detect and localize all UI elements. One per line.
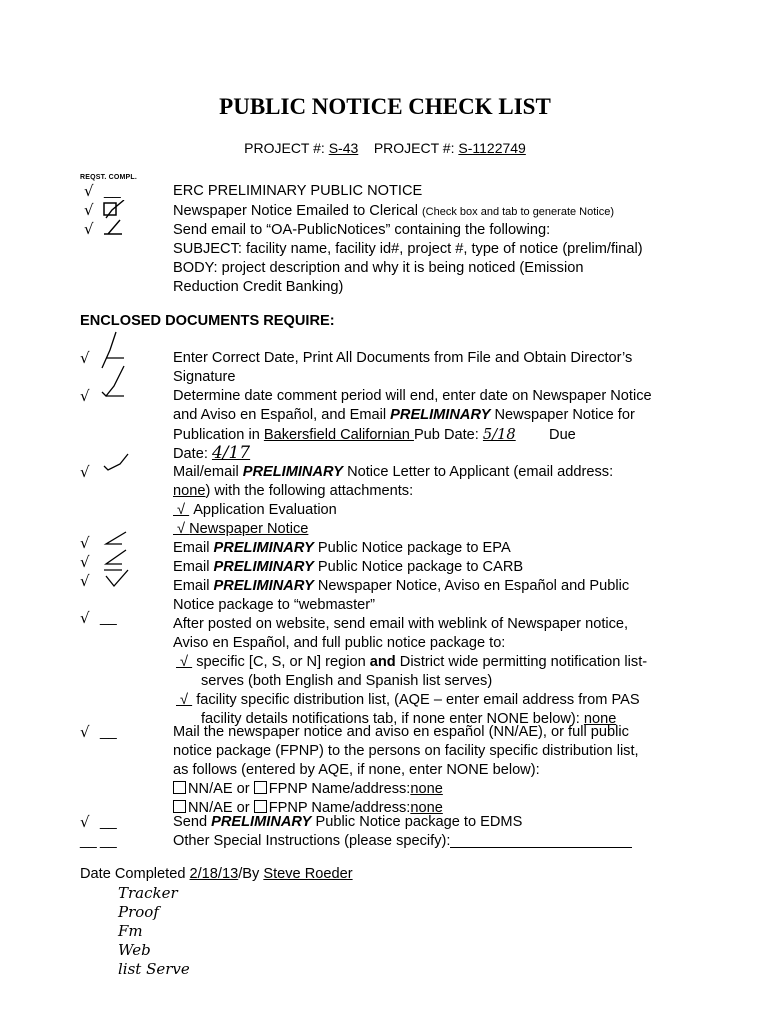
handwritten-notes: [118, 884, 190, 979]
pub-date-handwritten: 5/18: [482, 426, 516, 443]
handwritten-check-icon: [102, 218, 124, 238]
fpnp-checkbox[interactable]: [254, 800, 267, 813]
page-title: PUBLIC NOTICE CHECK LIST: [219, 94, 551, 119]
item-enter-date: Enter Correct Date, Print All Documents from File and Obtain Director’s: [173, 350, 633, 366]
item-erc-title: ERC PRELIMINARY PUBLIC NOTICE: [173, 183, 423, 199]
nnae-checkbox[interactable]: [173, 781, 186, 794]
item-mail-newspaper: Mail the newspaper notice and aviso en español (NN/AE), or full public: [173, 724, 629, 740]
check-mark-icon: √: [80, 723, 90, 741]
item-mail-letter: Mail/email PRELIMINARY Notice Letter to Applicant (email address:: [173, 464, 614, 480]
dash-mark: __: [100, 609, 117, 626]
note-tracker: Tracker: [118, 884, 178, 902]
fpnp-checkbox[interactable]: [254, 781, 267, 794]
check-mark-icon: √: [176, 654, 193, 670]
item-publication: Publication in Bakersfield Californian Pub Date: 5/18 Due: [173, 426, 576, 443]
dash-mark: __: [80, 832, 97, 849]
item-application-evaluation: √ Application Evaluation: [173, 502, 337, 518]
item-webmaster-cont: Notice package to “webmaster”: [173, 597, 375, 613]
item-after-posted-cont: Aviso en Español, and full public notice package to:: [173, 635, 506, 651]
check-mark-icon: √: [80, 349, 90, 367]
item-mail-newspaper-3: as follows (entered by AQE, if none, enter NONE below):: [173, 762, 540, 778]
check-mark-icon: √: [84, 201, 94, 219]
column-headers: REQST. COMPL.: [80, 174, 138, 181]
item-other-instructions: Other Special Instructions (please specify):: [173, 832, 632, 851]
dash-mark: __: [100, 813, 117, 830]
item-nnae-row-1: NN/AE or FPNP Name/address:none: [173, 780, 443, 799]
item-nnae-row-2: NN/AE or FPNP Name/address:none: [173, 799, 443, 818]
project-label-2: PROJECT #:: [373, 140, 455, 156]
project-label-1: PROJECT #:: [244, 140, 325, 156]
item-send-edms: Send PRELIMINARY Public Notice package to EDMS: [173, 814, 523, 830]
instructions-blank-line: [450, 833, 632, 848]
due-date-handwritten: 4/17: [211, 443, 251, 463]
check-mark-icon: √: [84, 182, 94, 200]
svg-text:√: √: [80, 553, 90, 571]
item-email-epa: Email PRELIMINARY Public Notice package to EPA: [173, 540, 511, 556]
dash-mark: __: [100, 723, 117, 740]
item-facility-list: √ facility specific distribution list, (AQE – enter email address from PAS: [176, 692, 640, 708]
note-list-serve: list Serve: [118, 960, 190, 978]
check-mark-icon: √: [80, 387, 90, 405]
note-fm: Fm: [118, 922, 143, 940]
handwritten-checks-icon: [80, 330, 150, 500]
item-mail-newspaper-2: notice package (FPNP) to the persons on facility specific distribution list,: [173, 743, 639, 759]
item-facility-list-cont: facility details notifications tab, if none enter NONE below): none: [201, 711, 617, 727]
item-email-carb: Email PRELIMINARY Public Notice package to CARB: [173, 559, 524, 575]
project-value-2: S-1122749: [458, 140, 526, 156]
note-proof: Proof: [118, 903, 159, 921]
check-mark-icon: √: [176, 692, 193, 708]
item-aviso: and Aviso en Español, and Email PRELIMINARY Newspaper Notice for: [173, 407, 635, 423]
check-mark-icon: √: [84, 220, 94, 238]
check-mark-icon: √: [80, 609, 90, 627]
item-region-list-cont: serves (both English and Spanish list serves): [201, 673, 493, 689]
item-newspaper-clerical: Newspaper Notice Emailed to Clerical (Check box and tab to generate Notice): [173, 203, 615, 219]
svg-text:√: √: [80, 572, 90, 590]
item-send-email: Send email to “OA-PublicNotices” containing the following:: [173, 222, 551, 238]
project-value-1: S-43: [328, 140, 359, 156]
item-body-cont: Reduction Credit Banking): [173, 279, 344, 295]
item-newspaper-notice: √ Newspaper Notice: [173, 521, 309, 537]
check-mark-icon: √: [173, 502, 190, 518]
item-after-posted: After posted on website, send email with weblink of Newspaper notice,: [173, 616, 629, 632]
enclosed-heading: ENCLOSED DOCUMENTS REQUIRE:: [80, 313, 335, 329]
check-mark-icon: √: [80, 813, 90, 831]
nnae-checkbox[interactable]: [173, 800, 186, 813]
note-web: Web: [118, 941, 151, 959]
project-numbers: [0, 140, 770, 156]
date-completed: Date Completed 2/18/13/By Steve Roeder: [80, 866, 353, 882]
item-comment-period: Determine date comment period will end, enter date on Newspaper Notice: [173, 388, 652, 404]
check-mark-icon: √: [80, 463, 90, 481]
svg-text:√: √: [80, 534, 90, 552]
handwritten-checks-icon: [78, 526, 138, 590]
item-body: BODY: project description and why it is being noticed (Emission: [173, 260, 584, 276]
dash-mark: __: [100, 832, 117, 849]
item-enter-date-cont: Signature: [173, 369, 236, 385]
item-email-webmaster: Email PRELIMINARY Newspaper Notice, Aviso en Español and Public: [173, 578, 630, 594]
item-due-date: Date: 4/17: [173, 443, 251, 463]
item-region-list: √ specific [C, S, or N] region and District wide permitting notification list-: [176, 654, 648, 670]
dash-mark: __: [104, 182, 121, 199]
item-attachments: none) with the following attachments:: [173, 483, 414, 499]
check-mark-icon: √: [173, 521, 190, 537]
item-subject: SUBJECT: facility name, facility id#, project #, type of notice (prelim/final): [173, 241, 643, 257]
